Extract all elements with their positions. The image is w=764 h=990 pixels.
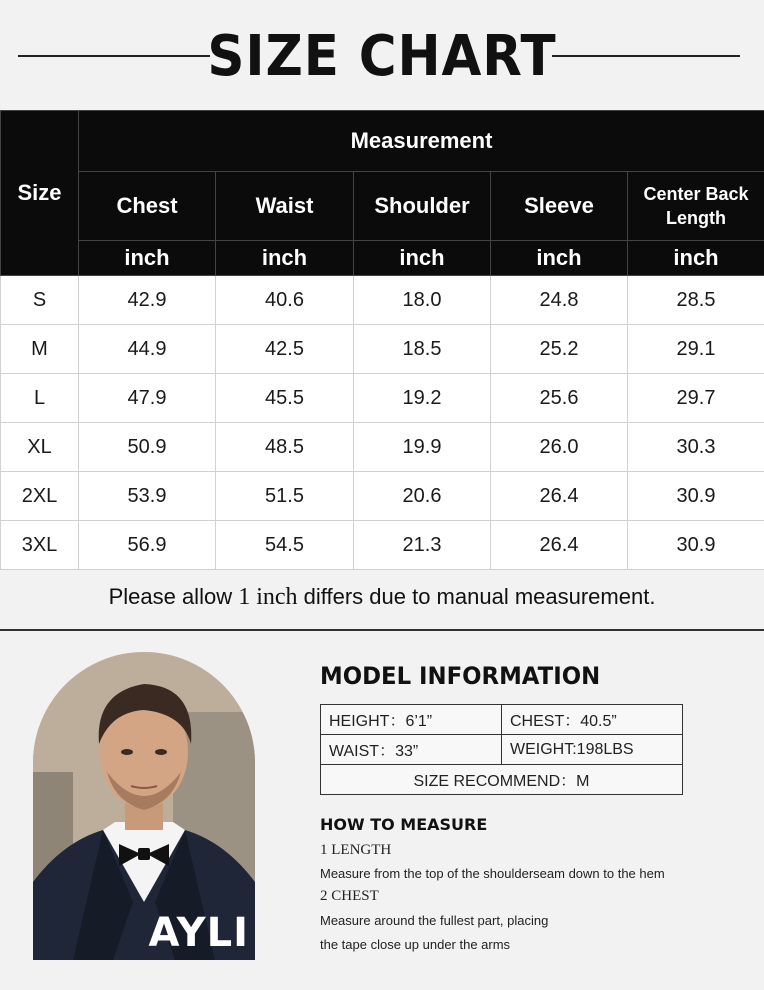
column-header-sleeve: Sleeve (491, 172, 628, 241)
measurement-note (0, 584, 764, 611)
value-cell: 21.3 (354, 521, 491, 570)
value-cell: 19.9 (354, 423, 491, 472)
model-weight: WEIGHT:198LBS (502, 735, 683, 765)
model-information-title: MODEL INFORMATION (320, 662, 601, 690)
table-row (321, 705, 683, 735)
note-emphasis: 1 inch (238, 584, 298, 610)
table-row (1, 472, 764, 521)
unit-label: inch (354, 241, 491, 276)
value-cell: 47.9 (79, 374, 216, 423)
model-size-recommend: SIZE RECOMMEND：M (321, 765, 683, 795)
brand-logo: AYLI (148, 910, 249, 956)
table-row (1, 423, 764, 472)
size-column-header: Size (1, 111, 79, 276)
value-cell: 30.3 (628, 423, 764, 472)
value-cell: 53.9 (79, 472, 216, 521)
value-cell: 56.9 (79, 521, 216, 570)
note-text-after: differs due to manual measurement. (297, 584, 656, 609)
value-cell: 19.2 (354, 374, 491, 423)
value-cell: 26.0 (491, 423, 628, 472)
section-divider (0, 629, 764, 631)
table-row (321, 765, 683, 795)
unit-label: inch (491, 241, 628, 276)
value-cell: 44.9 (79, 325, 216, 374)
model-information-table (320, 704, 683, 795)
column-header-center-back-length: Center Back Length (628, 172, 764, 241)
chest-instruction-line-1: Measure around the fullest part, placing (320, 913, 549, 928)
chest-instruction-line-2: the tape close up under the arms (320, 937, 511, 952)
size-cell: XL (1, 423, 79, 472)
unit-label: inch (216, 241, 354, 276)
table-row (1, 521, 764, 570)
chest-heading: 2 CHEST (320, 888, 379, 904)
table-row (1, 325, 764, 374)
column-header-waist: Waist (216, 172, 354, 241)
value-cell: 26.4 (491, 472, 628, 521)
column-header-shoulder: Shoulder (354, 172, 491, 241)
value-cell: 18.0 (354, 276, 491, 325)
value-cell: 45.5 (216, 374, 354, 423)
table-row (1, 374, 764, 423)
table-row (321, 735, 683, 765)
value-cell: 48.5 (216, 423, 354, 472)
note-text-before: Please allow (108, 584, 239, 609)
unit-label: inch (79, 241, 216, 276)
value-cell: 29.7 (628, 374, 764, 423)
value-cell: 18.5 (354, 325, 491, 374)
size-chart-table (0, 110, 764, 570)
size-cell: 3XL (1, 521, 79, 570)
size-cell: S (1, 276, 79, 325)
model-photo (33, 652, 255, 960)
title-banner (0, 22, 764, 92)
value-cell: 25.6 (491, 374, 628, 423)
value-cell: 54.5 (216, 521, 354, 570)
column-header-chest: Chest (79, 172, 216, 241)
value-cell: 42.9 (79, 276, 216, 325)
size-cell: M (1, 325, 79, 374)
value-cell: 51.5 (216, 472, 354, 521)
model-waist: WAIST：33” (321, 735, 502, 765)
how-to-measure-title: HOW TO MEASURE (320, 815, 488, 834)
unit-label: inch (628, 241, 764, 276)
value-cell: 42.5 (216, 325, 354, 374)
length-heading: 1 LENGTH (320, 842, 392, 858)
value-cell: 26.4 (491, 521, 628, 570)
value-cell: 24.8 (491, 276, 628, 325)
measurement-group-header: Measurement (79, 111, 764, 172)
table-row (1, 276, 764, 325)
model-height: HEIGHT：6’1” (321, 705, 502, 735)
page-title: SIZE CHART (207, 24, 557, 89)
value-cell: 30.9 (628, 521, 764, 570)
model-chest: CHEST：40.5” (502, 705, 683, 735)
value-cell: 30.9 (628, 472, 764, 521)
value-cell: 29.1 (628, 325, 764, 374)
value-cell: 40.6 (216, 276, 354, 325)
value-cell: 20.6 (354, 472, 491, 521)
size-cell: L (1, 374, 79, 423)
length-instruction: Measure from the top of the shoulderseam down to the hem (320, 866, 665, 881)
value-cell: 28.5 (628, 276, 764, 325)
value-cell: 50.9 (79, 423, 216, 472)
size-cell: 2XL (1, 472, 79, 521)
value-cell: 25.2 (491, 325, 628, 374)
